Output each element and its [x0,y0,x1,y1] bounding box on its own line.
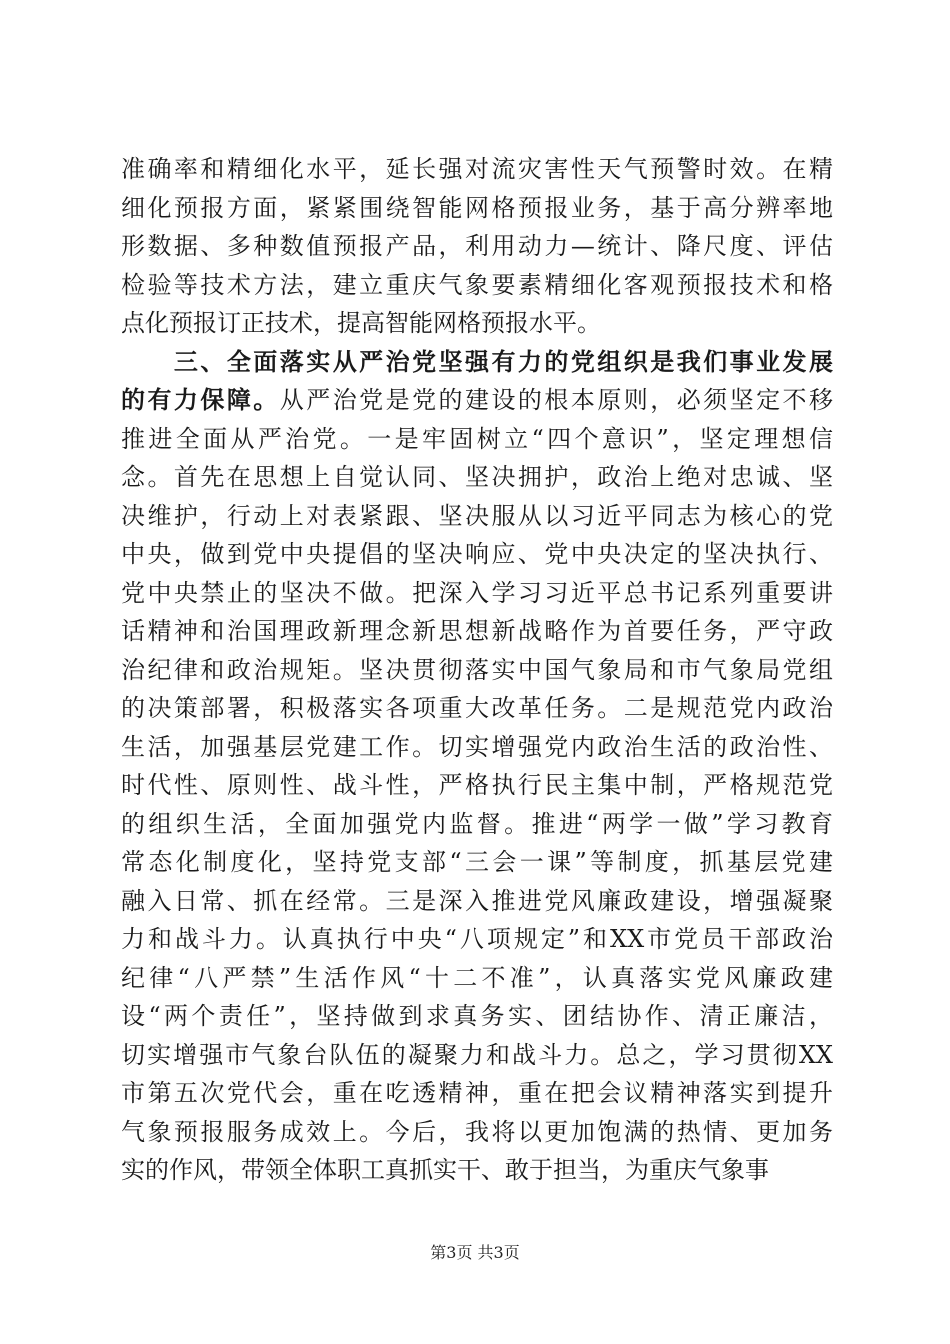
text-line: 中央，做到党中央提倡的坚决响应、党中央决定的坚决执行、 [121,540,833,568]
section-heading-end: 的有力保障。 [121,385,280,414]
body-text [121,150,833,1190]
text-line: 生活，加强基层党建工作。切实增强党内政治生活的政治性、 [121,732,833,761]
text-line: 治纪律和政治规矩。坚决贯彻落实中国气象局和市气象局党组 [121,655,833,684]
text-line: 检验等技术方法，建立重庆气象要素精细化客观预报技术和格 [121,270,833,299]
text-line: 常态化制度化，坚持党支部“三会一课”等制度，抓基层党建 [121,848,833,876]
text-line: 推进全面从严治党。一是牢固树立“四个意识”，坚定理想信 [121,424,833,453]
page-number-footer: 第3页 共3页 [430,1243,520,1262]
text-line: 时代性、原则性、战斗性，严格执行民主集中制，严格规范党 [121,771,833,799]
text-line: 纪律“八严禁”生活作风“十二不准”，认真落实党风廉政建 [121,963,833,992]
text-line: 话精神和治国理政新理念新思想新战略作为首要任务，严守政 [121,617,833,645]
text-line: 气象预报服务成效上。今后，我将以更加饱满的热情、更加务 [121,1117,833,1146]
text-line: 实的作风，带领全体职工真抓实干、敢于担当，为重庆气象事 [121,1156,769,1184]
text-line: 念。首先在思想上自觉认同、坚决拥护，政治上绝对忠诚、坚 [121,463,833,491]
text-fragment: 从严治党是党的建设的根本原则，必须坚定不移 [279,386,834,414]
text-line: 切实增强市气象台队伍的凝聚力和战斗力。总之，学习贯彻XX [121,1040,833,1069]
text-line: 准确率和精细化水平，延长强对流灾害性天气预警时效。在精 [121,155,833,183]
text-line: 的组织生活，全面加强党内监督。推进“两学一做”学习教育 [121,809,833,838]
text-line [121,381,833,420]
text-line: 决维护，行动上对表紧跟、坚决服从以习近平同志为核心的党 [121,501,833,530]
section-heading: 三、全面落实从严治党坚强有力的党组织是我们事业发展 [121,346,833,376]
text-line: 党中央禁止的坚决不做。把深入学习习近平总书记系列重要讲 [121,578,833,607]
text-line: 细化预报方面，紧紧围绕智能网格预报业务，基于高分辨率地 [121,193,833,222]
text-line: 形数据、多种数值预报产品，利用动力—统计、降尺度、评估 [121,232,833,260]
text-line: 融入日常、抓在经常。三是深入推进党风廉政建设，增强凝聚 [121,886,833,915]
text-line: 的决策部署，积极落实各项重大改革任务。二是规范党内政治 [121,694,833,722]
text-line: 点化预报订正技术，提高智能网格预报水平。 [121,309,601,337]
text-line: 市第五次党代会，重在吃透精神，重在把会议精神落实到提升 [121,1079,833,1107]
text-line: 设“两个责任”，坚持做到求真务实、团结协作、清正廉洁， [121,1002,833,1030]
text-line: 力和战斗力。认真执行中央“八项规定”和XX市党员干部政治 [121,925,833,953]
